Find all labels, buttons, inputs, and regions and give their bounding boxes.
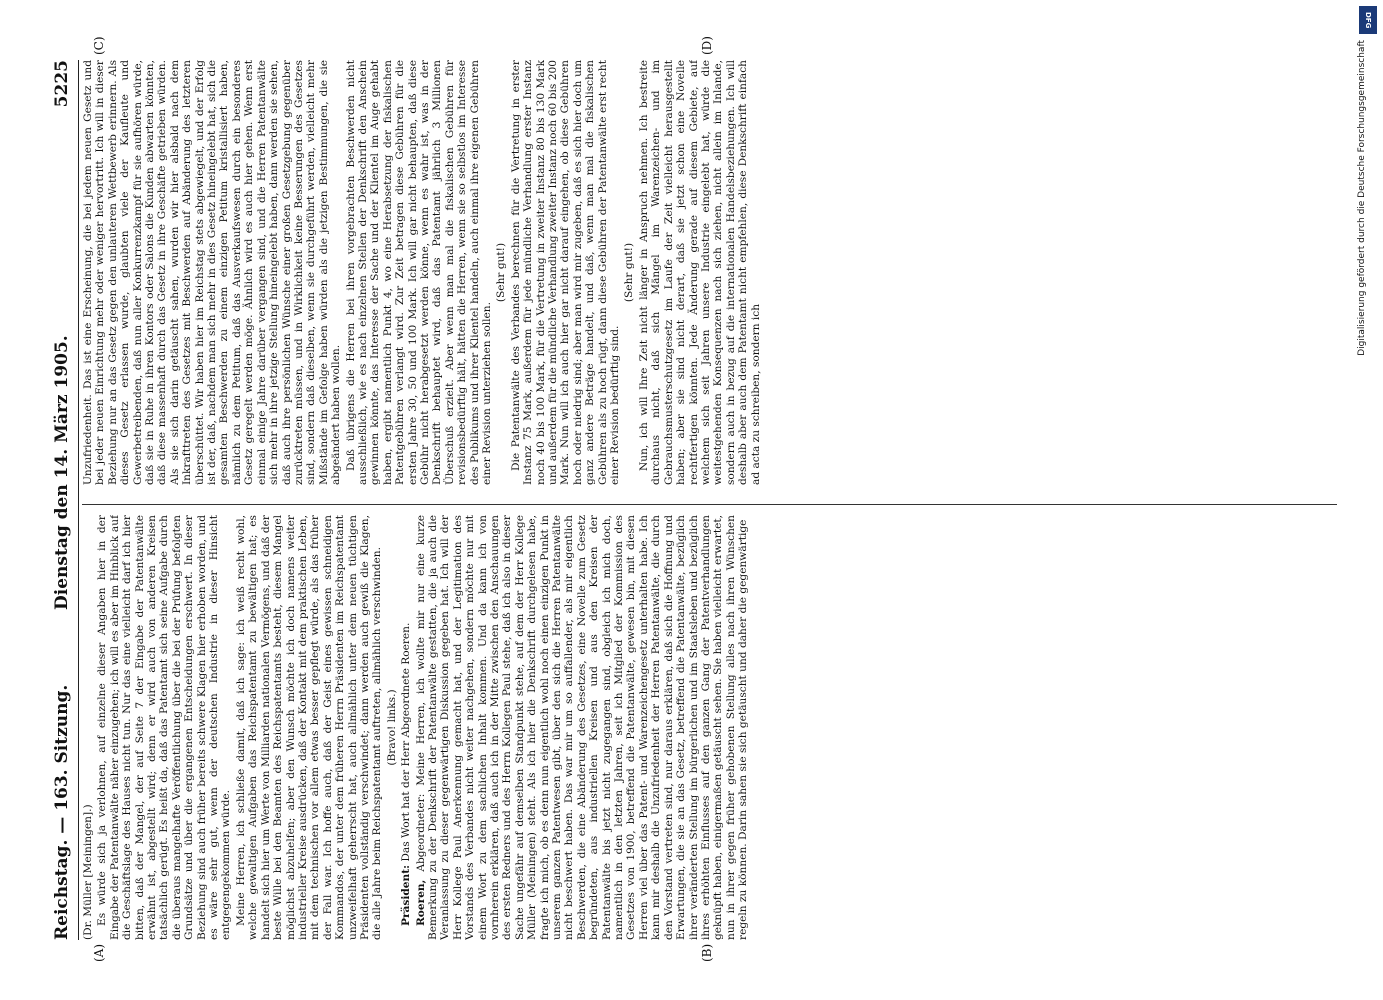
paragraph: Meine Herren, ich schließe damit, daß ich sage: ich weiß recht wohl, welche gewaltigen Aufgaben das Reichspatentamt zu bewältigen hat; es handelt sich hier um Werte von Milliarden nationalen Vermögens, und daß der beste Wille bei den Beamten des Reichspatentamts besteht, diesem Mangel möglichst abzuhelfen; aber den Wunsch möchte ich doch namens weiter industrieller Kreise ausdrücken, daß der Kontakt mit dem praktischen Leben, mit dem technischen vor allem etwas besser gepflegt würde, als das früher der Fall war. Ich hoffe auch, daß der Geist eines gewissen schneidigen Kommandos, der unter dem früheren Herrn Präsidenten im Reichspatentamt unzweifelhaft geherrscht hat, auch allmählich unter dem neuen tüchtigen Präsidenten vollständig verschwindet; dann werden auch gewiß die Klagen, die alle Jahre beim Reichspatentamt auftreten, allmählich verschwinden.: [234, 515, 384, 940]
right-column: [82, 60, 1337, 485]
header-date: Dienstag den 14. März 1905.: [52, 335, 72, 610]
header-left: Reichstag. — 163. Sitzung.: [52, 684, 72, 940]
digitization-credit: Digitalisierung gefördert durch die Deutsche Forschungsgemeinschaft: [1357, 40, 1367, 356]
margin-marker-a: (A): [92, 943, 106, 962]
paragraph: Daß übrigens die Herren bei ihren vorgebrachten Beschwerden nicht ausschließlich, wie es nach einzelnen Stellen der Denkschrift den Anschein gewinnen könnte, das Interesse der Sache und der Klientel im Auge gehabt haben, ergibt namentlich Punkt 4, wo eine Herabsetzung der fiskalischen Patentgebühren verlangt wird. Zur Zeit betragen diese Gebühren für die ersten Jahre 30, 50 und 100 Mark. Ich will gar nicht behaupten, daß diese Gebühr nicht herabgesetzt werden könne, wenn es wahr ist, was in der Denkschrift behauptet wird, daß das Patentamt jährlich 3 Millionen Überschuß erzielt. Aber wenn man mal die fiskalischen Gebühren für revisionsbedürftig hält, hätten die Herren, wenn sie so selbstlos im Interesse des Publikums und ihrer Klientel handeln, auch einmal ihre eigenen Gebühren einer Revision unterziehen sollen.: [344, 60, 493, 485]
president-line: [400, 515, 412, 940]
roeren-paragraph: [415, 515, 750, 940]
left-column: [82, 515, 1337, 940]
paragraph: Nun, ich will Ihre Zeit nicht länger in Anspruch nehmen. Ich bestreite durchaus nicht, daß sich Mängel im Warenzeichen- und im Gebrauchsmusterschutzgesetz im Laufe der Zeit vielleicht herausgestellt haben; aber sie sind nicht derart, daß sie jetzt schon eine Novelle rechtfertigen könnten. Jede Änderung gerade auf diesem Gebiete, auf welchem sich seit Jahren unsere Industrie eingelebt hat, würde die weitestgehenden Konsequenzen nach sich ziehen, nicht allein im Inlande, sondern auch in bezug auf die internationalen Handelsbeziehungen. Ich will deshalb aber auch dem Patentamt nicht empfehlen, diese Denkschrift einfach ad acta zu schreiben, sondern ich: [637, 60, 762, 485]
paragraph: Unzufriedenheit. Das ist eine Erscheinung, die bei jedem neuen Gesetz und bei jeder neuen Einrichtung mehr oder weniger hervortritt. Ich will in dieser Beziehung nur an das Gesetz gegen den unlauteren Wettbewerb erinnern. Als dieses Gesetz erlassen wurde, glaubten viele der Kaufleute und Gewerbetreibenden, daß nun aller Konkurrenzkampf für sie aufhören würde, daß sie in Ruhe in ihren Kontors oder Salons die Kunden abwarten könnten, daß diese massenhaft durch das Gesetz in ihre Geschäfte getrieben würden. Als sie sich darin getäuscht sahen, wurden wir hier alsbald nach dem Inkrafttreten des Gesetzes mit Beschwerden auf Abänderung des letzteren überschüttet. Wir haben hier im Reichstag stets abgewiegelt, und der Erfolg ist der, daß, nachdem man sich mehr in dies Gesetz hineingelebt hat, sich die gesamten Beschwerden zu einem einzigen Petitum kristallisiert haben, nämlich zu dem Petitum, daß das Ausverkaufswesen durch ein besonderes Gesetz geregelt werden möge. Ähnlich wird es auch hier gehen. Wenn erst einmal einige Jahre darüber vergangen sind, und die Herren Patentanwälte sich mehr in ihre jetzige Stellung hineingelebt haben, dann werden sie sehen, daß auch ihre persönlichen Wünsche einer großen Gesetzgebung gegenüber zurücktreten müssen, und in Wirklichkeit keine Besserungen des Gesetzes sind, sondern daß dieselben, wenn sie durchgeführt werden, vielleicht mehr Mißstände im Gefolge haben würden als die jetzigen Bestimmungen, die sie abgeändert haben wollen.: [82, 60, 343, 485]
applause-note: (Sehr gut!): [623, 242, 636, 303]
paragraph: Die Patentanwälte des Verbandes berechnen für die Vertretung in erster Instanz 75 Mark, außerdem für jede mündliche Verhandlung erster Instanz noch 40 bis 100 Mark, für die Vertretung in zweiter Instanz 80 bis 130 Mark und außerdem für die mündliche Verhandlung zweiter Instanz noch 60 bis 200 Mark. Nun will ich auch hier gar nicht darauf eingehen, ob diese Gebühren hoch oder niedrig sind; aber man wird mir zugeben, daß es sich hier doch um ganz andere Beträge handelt, und daß, wenn man mal die fiskalischen Gebühren als zu hoch rügt, dann diese Gebühren der Patentanwälte erst recht einer Revision bedürftig sind.: [509, 60, 622, 485]
header-rule: [78, 60, 79, 940]
paragraph-text: Abgeordneter: Meine Herren, ich wollte mir nur eine kurze Bemerkung zu der Denkschrift der Patentanwälte gestatten, die ja auch die Veranlassung zu dieser gegenwärtigen Diskussion gegeben hat. Ich will der Herr Kollege Paul Anerkennung gemacht hat, und der Legitimation des Vorstands des Verbandes nicht weiter nachgehen, sondern möchte nur mit einem Wort zu dem sachlichen Inhalt kommen. Und da kann ich von vornherein erklären, daß auch ich in der Mitte zwischen den Anschauungen des ersten Redners und des Herrn Kollegen Paul stehe, daß ich also in dieser Sache ungefähr auf demselben Standpunkt stehe, auf dem der Herr Kollege Müller (Meiningen) steht. Als ich hier die Denkschrift durchgelesen habe, fragte ich mich, ob es denn nun eigentlich wohl noch einen einzigen Punkt in unserem ganzen Patentwesen gibt, über den sich die Herren Patentanwälte nicht beschwert haben. Das war mir um so auffallender, als mir eigentlich Beschwerden, die eine Abänderung des Gesetzes, eine Novelle zum Gesetz begründeten, aus industriellen Kreisen und aus den Kreisen der Patentanwälte bis jetzt nicht zugegangen sind, obgleich ich mich doch, namentlich in den letzten Jahren, seit ich Mitglied der Kommission des Gesetzes von 1900, betreffend die Patentanwälte, gewesen bin, mit diesen Herren viel über das Patent- und Warenzeichengesetz unterhalten habe. Ich kann mir deshalb die Unzufriedenheit der Herren Patentanwälte, die durch den Vorstand vertreten sind, nur daraus erklären, daß sich die Hoffnung und Erwartungen, die sie an das Gesetz, betreffend die Patentanwälte, bezüglich ihrer veränderten Stellung im bürgerlichen und im Staatsleben und bezüglich ihres erhöhten Einflusses auf den ganzen Gang der Patentverhandlungen geknüpft haben, einigermaßen getäuscht sehen. Sie haben vielleicht erwartet, nun in ihrer gegen früher gehobenen Stellung alles nach ihren Wünschen regeln zu können. Darin sahen sie sich getäuscht und daher die gegenwärtige: [414, 515, 750, 940]
speaker-continuation: (Dr. Müller [Meiningen].): [82, 804, 94, 940]
running-header: [52, 60, 74, 940]
margin-marker-d: (D): [700, 36, 714, 55]
margin-marker-b: (B): [700, 943, 714, 962]
dfg-logo: DFG: [1359, 6, 1377, 34]
applause-note: (Sehr gut!): [495, 242, 508, 303]
margin-marker-c: (C): [92, 36, 106, 55]
page-number: 5225: [52, 60, 72, 108]
applause-note: (Bravo! links.): [385, 689, 398, 766]
speaker-label: Präsident:: [400, 864, 413, 926]
column-divider: [82, 504, 1337, 505]
paragraph: Es würde sich ja verlohnen, auf einzelne dieser Angaben hier in der Eingabe der Patentanwälte näher einzugehen; ich will es aber im Hinblick auf die Geschäftslage des Hauses nicht tun. Nur das eine vielleicht darf ich hier bitten, daß der Mangel, der auf Seite 7 der Eingabe der Patentanwälte erwähnt ist, abgestellt wird; denn er wird auch von anderen Kreisen tatsächlich gerügt. Es heißt da, daß das Patentamt sich seine Aufgabe durch die überaus mangelhafte Veröffentlichung über die bei der Prüfung befolgten Grundsätze und über die ergangenen Entscheidungen erschwert. In dieser Beziehung sind auch früher bereits schwere Klagen hier erhoben worden, und es wäre sehr gut, wenn der deutschen Industrie in dieser Hinsicht entgegengekommen würde.: [96, 515, 233, 940]
speaker-label: Roeren,: [414, 879, 427, 926]
digitization-sidebar: [1357, 0, 1379, 1000]
president-text: Das Wort hat der Herr Abgeordnete Roeren.: [400, 622, 413, 862]
